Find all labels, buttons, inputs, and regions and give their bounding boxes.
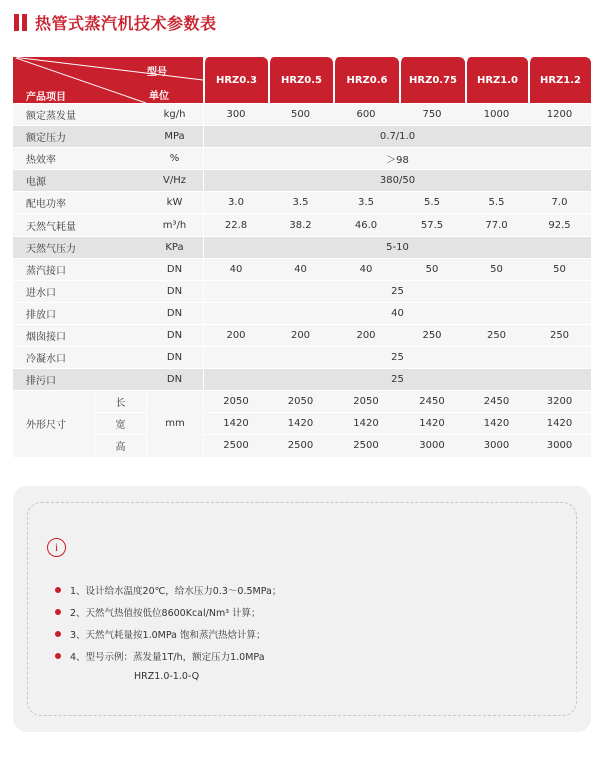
table-row: [13, 325, 591, 347]
row-unit: KPa: [146, 237, 203, 259]
cell-value: 7.0: [528, 192, 591, 214]
bullet-dot-icon: [55, 653, 61, 659]
model-example-code: HRZ1.0-1.0-Q: [134, 671, 200, 682]
table-row-dimension: [13, 391, 591, 413]
cell-value: 1420: [399, 413, 465, 435]
cell-value-merged: ＞98: [203, 148, 591, 170]
table-row: [13, 126, 591, 148]
cell-value: 40: [268, 259, 333, 281]
notes-panel: [13, 486, 591, 732]
cell-value: 200: [333, 325, 399, 347]
info-icon: i: [47, 538, 66, 557]
row-name: 烟囱接口: [13, 325, 146, 347]
header-model-label: 型号: [147, 67, 167, 78]
cell-value: 2500: [268, 435, 333, 457]
header-item-label: 产品项目: [26, 92, 66, 103]
row-unit: DN: [146, 369, 203, 391]
row-name: 蒸汽接口: [13, 259, 146, 281]
page-title-bar: [14, 11, 217, 34]
cell-value-merged: 5-10: [203, 237, 591, 259]
bullet-dot-icon: [55, 587, 61, 593]
note-item: [55, 649, 265, 663]
row-unit: DN: [146, 259, 203, 281]
row-name: 外形尺寸: [13, 391, 94, 457]
cell-value: 1200: [528, 104, 591, 126]
cell-value: 3000: [399, 435, 465, 457]
cell-value: 2050: [333, 391, 399, 413]
model-header: HRZ0.6: [333, 57, 399, 104]
model-header: HRZ1.0: [465, 57, 528, 104]
cell-value: 50: [528, 259, 591, 281]
dimension-sub-label: 高: [94, 435, 146, 457]
cell-value: 22.8: [203, 214, 268, 236]
row-unit: kg/h: [146, 104, 203, 126]
note-text: 2、天然气热值按低位8600Kcal/Nm³ 计算；: [70, 608, 261, 619]
cell-value: 1420: [268, 413, 333, 435]
cell-value: 92.5: [528, 214, 591, 236]
cell-value: 3.5: [333, 192, 399, 214]
table-row: [13, 104, 591, 126]
cell-value: 2500: [203, 435, 268, 457]
cell-value: 2050: [268, 391, 333, 413]
cell-value: 500: [268, 104, 333, 126]
row-unit: DN: [146, 347, 203, 369]
title-accent-bar: [14, 14, 19, 31]
cell-value: 46.0: [333, 214, 399, 236]
row-name: 排污口: [13, 369, 146, 391]
cell-value: 600: [333, 104, 399, 126]
table-row: [13, 281, 591, 303]
dimension-sub-label: 宽: [94, 413, 146, 435]
cell-value: 1420: [465, 413, 528, 435]
bullet-dot-icon: [55, 631, 61, 637]
cell-value: 1420: [528, 413, 591, 435]
cell-value-merged: 25: [203, 281, 591, 303]
table-row: [13, 237, 591, 259]
header-unit-label: 单位: [149, 91, 169, 102]
cell-value: 40: [333, 259, 399, 281]
table-row-dimension: [13, 413, 591, 435]
note-text: 3、天然气耗量按1.0MPa 饱和蒸汽热焓计算；: [70, 630, 266, 641]
table-row: [13, 259, 591, 281]
row-unit: V/Hz: [146, 170, 203, 192]
cell-value: 40: [203, 259, 268, 281]
cell-value: 2500: [333, 435, 399, 457]
bullet-dot-icon: [55, 609, 61, 615]
row-name: 电源: [13, 170, 146, 192]
row-unit: DN: [146, 303, 203, 325]
note-item: [55, 583, 281, 597]
cell-value: 250: [528, 325, 591, 347]
cell-value: 3000: [528, 435, 591, 457]
row-unit: DN: [146, 281, 203, 303]
row-unit: kW: [146, 192, 203, 214]
cell-value: 50: [399, 259, 465, 281]
row-name: 排放口: [13, 303, 146, 325]
cell-value: 3000: [465, 435, 528, 457]
model-header: HRZ0.75: [399, 57, 465, 104]
cell-value: 3200: [528, 391, 591, 413]
cell-value: 5.5: [465, 192, 528, 214]
model-header: HRZ0.3: [203, 57, 268, 104]
table-row: [13, 214, 591, 236]
cell-value-merged: 25: [203, 369, 591, 391]
row-name: 天然气耗量: [13, 214, 146, 236]
cell-value: 1000: [465, 104, 528, 126]
cell-value: 77.0: [465, 214, 528, 236]
model-header: HRZ0.5: [268, 57, 333, 104]
cell-value: 57.5: [399, 214, 465, 236]
cell-value: 2450: [465, 391, 528, 413]
note-item: [55, 627, 266, 641]
row-name: 进水口: [13, 281, 146, 303]
page-title: 热管式蒸汽机技术参数表: [35, 14, 217, 33]
row-name: 热效率: [13, 148, 146, 170]
cell-value: 1420: [333, 413, 399, 435]
cell-value: 50: [465, 259, 528, 281]
table-row: [13, 170, 591, 192]
spec-table: [13, 57, 591, 458]
cell-value-merged: 40: [203, 303, 591, 325]
cell-value: 2450: [399, 391, 465, 413]
table-header-row: [13, 57, 591, 104]
note-text: 4、型号示例：蒸发量1T/h，额定压力1.0MPa: [70, 652, 265, 663]
table-row: [13, 148, 591, 170]
cell-value: 5.5: [399, 192, 465, 214]
row-name: 额定压力: [13, 126, 146, 148]
row-name: 冷凝水口: [13, 347, 146, 369]
cell-value-merged: 0.7/1.0: [203, 126, 591, 148]
note-text: 1、设计给水温度20℃，给水压力0.3～0.5MPa；: [70, 586, 282, 597]
cell-value: 200: [203, 325, 268, 347]
cell-value-merged: 380/50: [203, 170, 591, 192]
cell-value: 300: [203, 104, 268, 126]
cell-value: 3.5: [268, 192, 333, 214]
table-row-dimension: [13, 435, 591, 457]
cell-value: 1420: [203, 413, 268, 435]
cell-value-merged: 25: [203, 347, 591, 369]
row-unit: %: [146, 148, 203, 170]
row-unit: DN: [146, 325, 203, 347]
notes-dashed-frame: [27, 502, 577, 716]
table-row: [13, 369, 591, 391]
cell-value: 3.0: [203, 192, 268, 214]
table-row: [13, 303, 591, 325]
cell-value: 750: [399, 104, 465, 126]
cell-value: 200: [268, 325, 333, 347]
table-row: [13, 347, 591, 369]
table-row: [13, 192, 591, 214]
row-unit: m³/h: [146, 214, 203, 236]
cell-value: 250: [399, 325, 465, 347]
row-name: 天然气压力: [13, 237, 146, 259]
row-unit: mm: [146, 391, 203, 457]
note-item: [55, 605, 261, 619]
cell-value: 38.2: [268, 214, 333, 236]
row-name: 额定蒸发量: [13, 104, 146, 126]
cell-value: 2050: [203, 391, 268, 413]
title-accent-bar: [22, 14, 27, 31]
model-header: HRZ1.2: [528, 57, 591, 104]
header-corner-cell: [13, 57, 203, 104]
cell-value: 250: [465, 325, 528, 347]
dimension-sub-label: 长: [94, 391, 146, 413]
row-unit: MPa: [146, 126, 203, 148]
row-name: 配电功率: [13, 192, 146, 214]
